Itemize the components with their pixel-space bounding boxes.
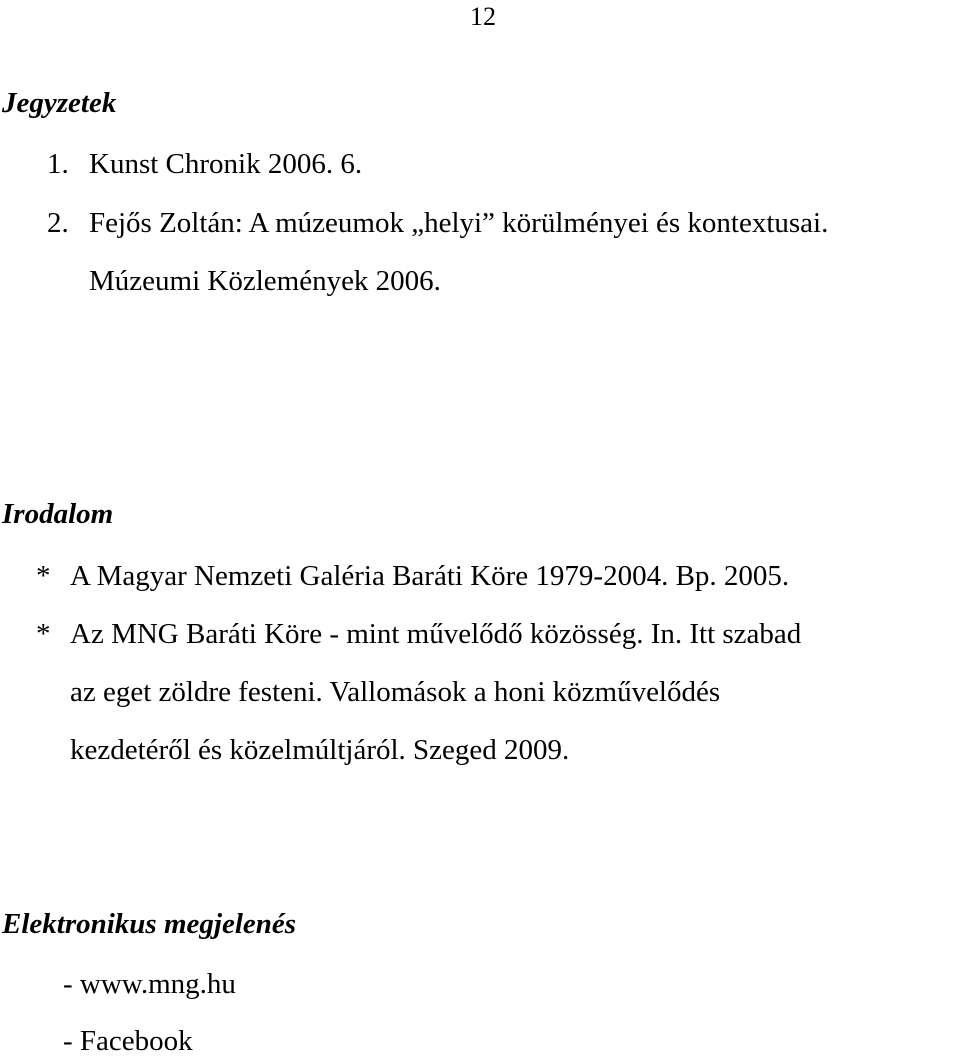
note-number: 1. [47, 148, 69, 180]
notes-heading: Jegyzetek [2, 87, 117, 119]
literature-entry-line: az eget zöldre festeni. Vallomások a honi közművelődés [70, 676, 721, 708]
page-number: 12 [470, 2, 496, 31]
note-text-continuation: Múzeumi Közlemények 2006. [89, 265, 441, 297]
electronic-item: - www.mng.hu [63, 968, 236, 1000]
literature-entry-line: kezdetéről és közelmúltjáról. Szeged 2009. [70, 734, 570, 766]
literature-entry-line: Az MNG Baráti Köre - mint művelődő közösség. In. Itt szabad [70, 618, 802, 650]
literature-entry-line: A Magyar Nemzeti Galéria Baráti Köre 1979-2004. Bp. 2005. [70, 560, 790, 592]
literature-bullet: * [36, 618, 51, 650]
note-number: 2. [47, 207, 69, 239]
electronic-item: - Facebook [63, 1025, 193, 1057]
note-text: Kunst Chronik 2006. 6. [89, 148, 363, 180]
literature-heading: Irodalom [2, 498, 114, 530]
note-text: Fejős Zoltán: A múzeumok „helyi” körülményei és kontextusai. [89, 207, 829, 239]
literature-bullet: * [36, 560, 51, 592]
electronic-heading: Elektronikus megjelenés [2, 908, 297, 940]
